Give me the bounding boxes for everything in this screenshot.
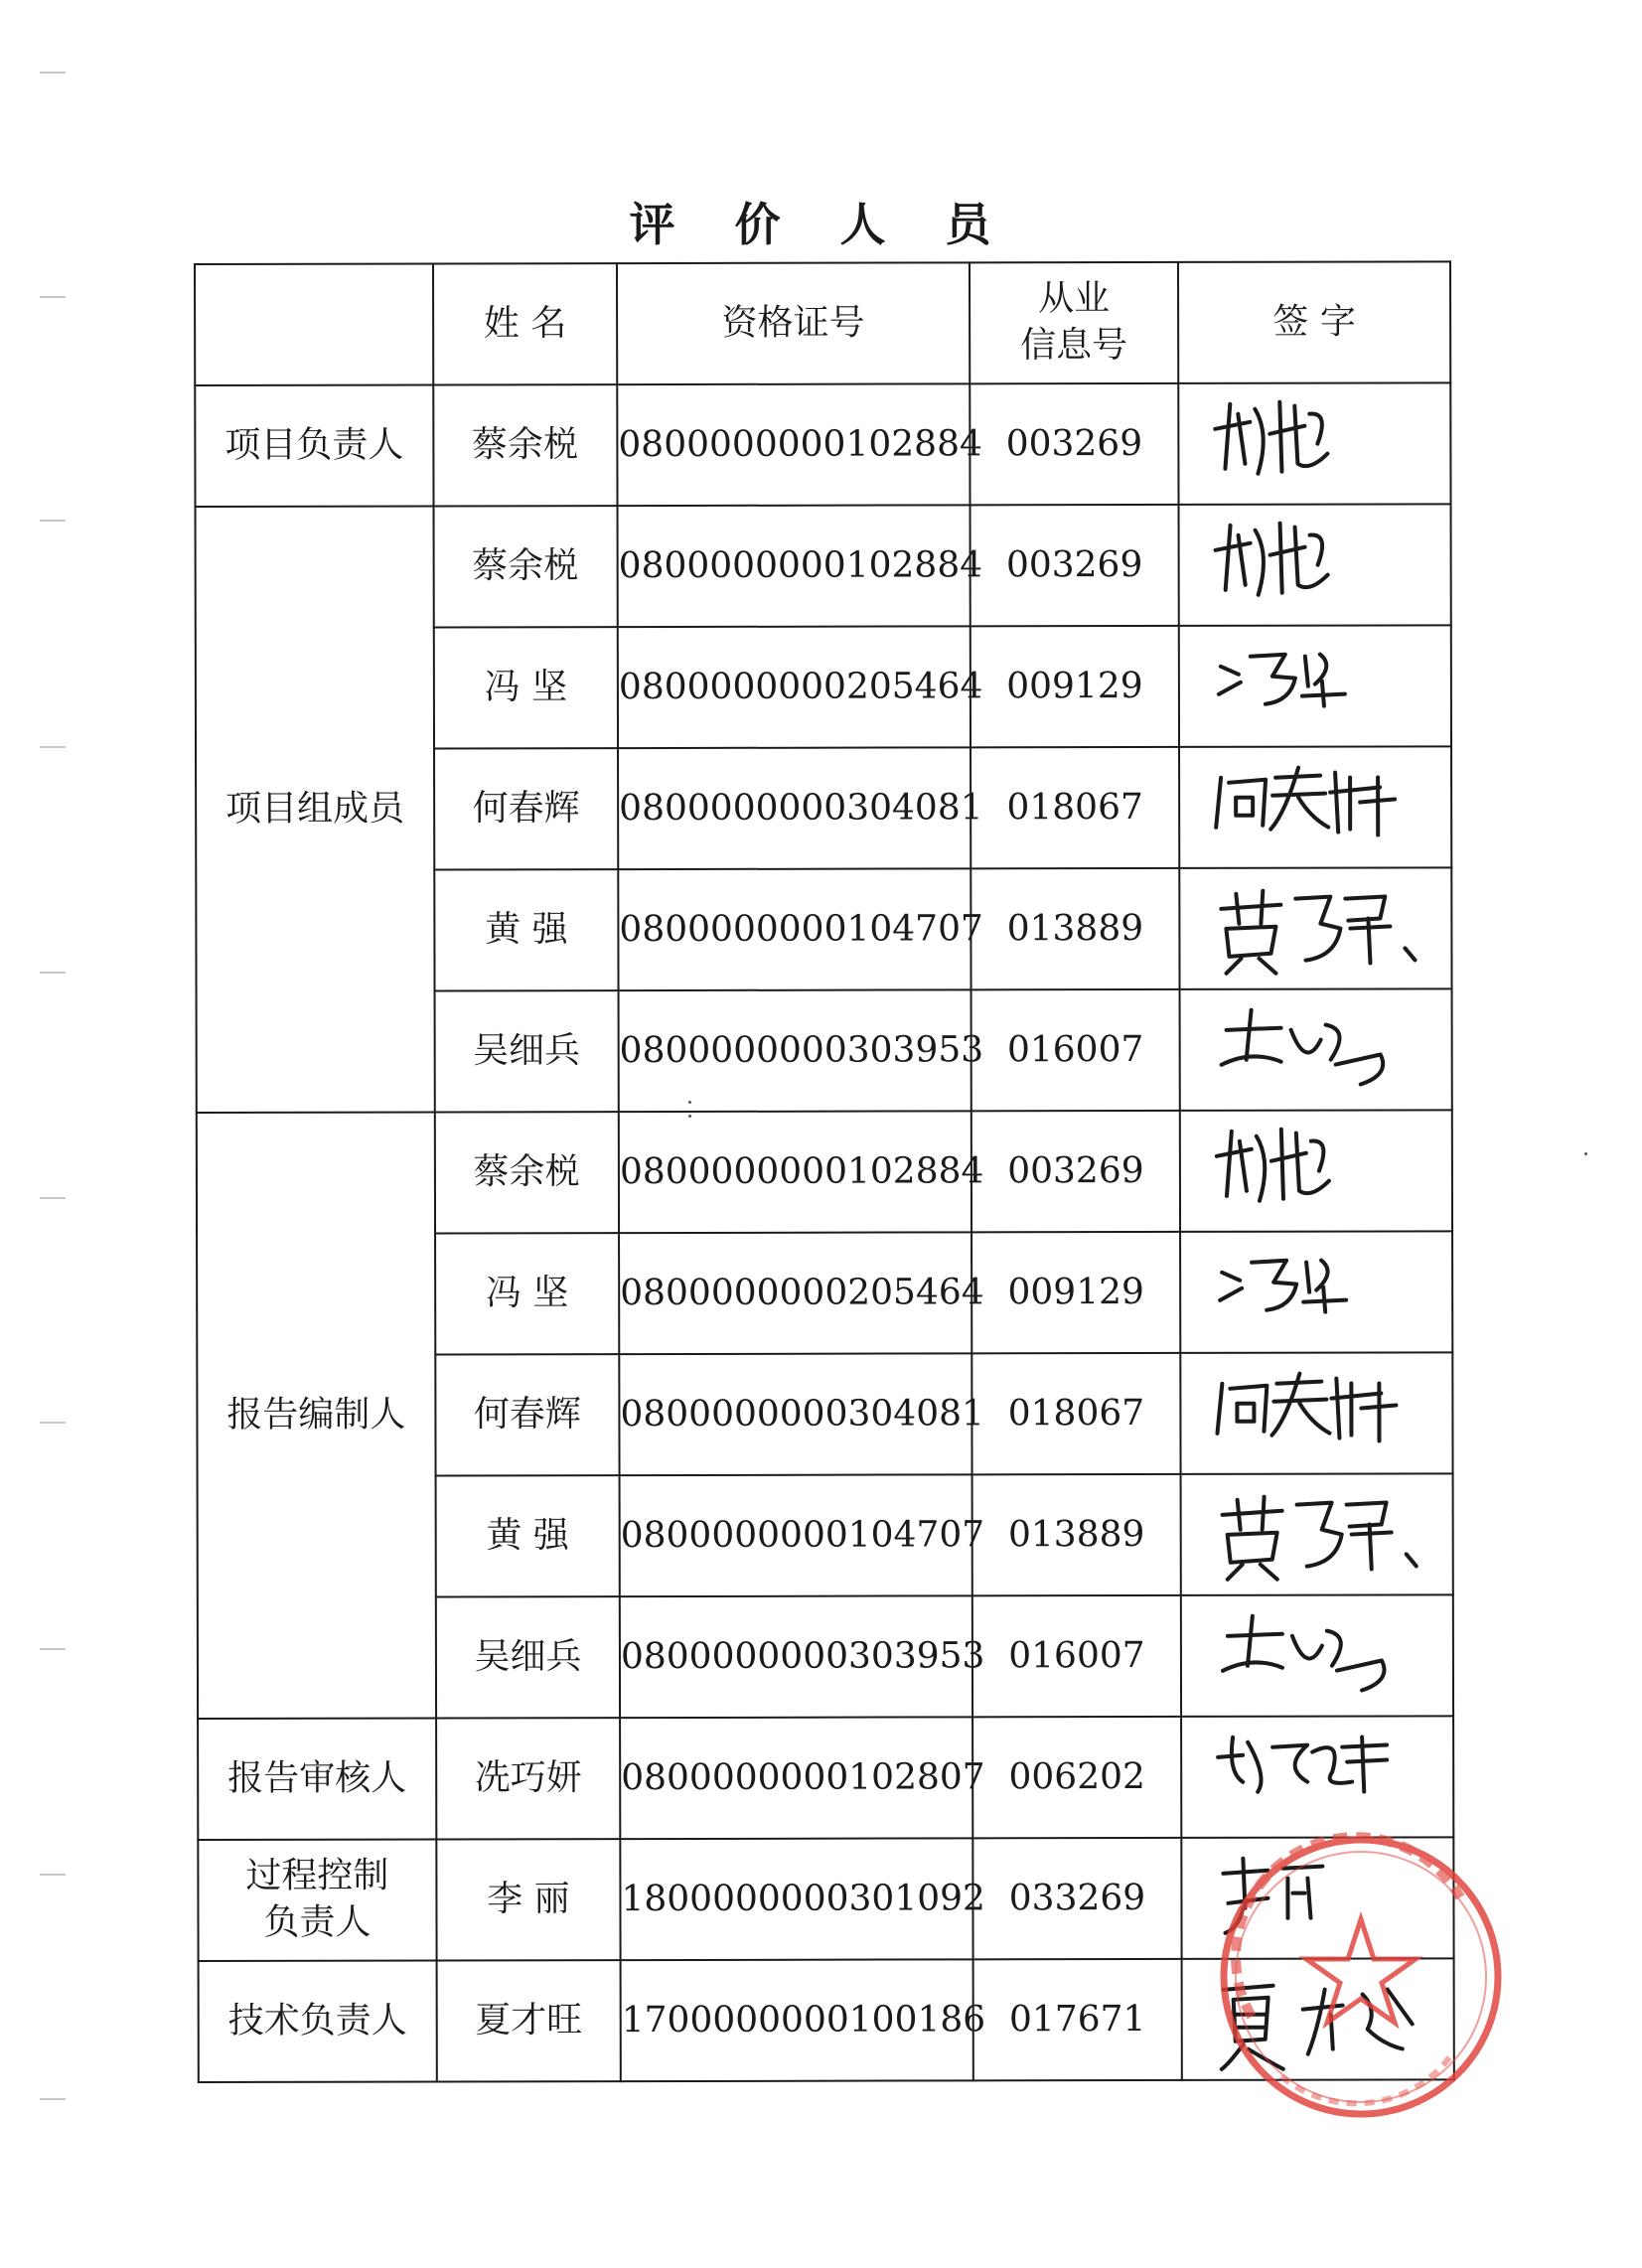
handwritten-signature [1212,999,1420,1099]
signature-stroke [1217,1149,1252,1156]
signature-stroke [1223,1662,1282,1670]
signature-stroke [1322,681,1324,706]
table-row [197,1110,1452,1234]
margin-tick [40,296,66,298]
signature-stroke [1237,1404,1254,1422]
name-cell: 吴细兵 [435,990,619,1112]
signature-stroke [1227,1028,1281,1030]
name-cell: 夏才旺 [437,1960,621,2081]
certificate-cell: 0800000000304081 [618,747,970,869]
signature-stroke [1238,1500,1241,1530]
signature-stroke [1309,414,1322,444]
signature-stroke [1298,798,1328,828]
info-number-cell: 009129 [970,626,1179,747]
certificate-cell: 0800000000104707 [620,1474,972,1596]
signature-stroke [1259,959,1275,974]
margin-tick [40,1197,66,1199]
signature-stroke [1261,1565,1277,1580]
name-cell: 蔡余棁 [434,506,618,627]
certificate-cell: 0800000000102884 [618,505,970,627]
name-cell: 冼巧妍 [436,1718,620,1839]
signature-stroke [1312,1747,1352,1783]
certificate-cell: 0800000000303953 [620,1595,972,1718]
info-number-cell: 003269 [971,1111,1180,1232]
role-cell: 项目组成员 [196,506,435,1113]
role-cell: 技术负责人 [199,1960,437,2082]
signature-stroke [1326,1025,1340,1060]
header-info-number: 从业 信息号 [970,262,1178,383]
signature-stroke [1261,891,1263,924]
info-number-cell: 016007 [972,1595,1181,1717]
name-cell: 蔡余棁 [435,1112,619,1233]
signature-stroke [1223,1511,1282,1515]
header-name: 姓 名 [433,263,617,384]
signature-stroke [1248,1742,1261,1792]
signature-stroke [1215,422,1250,429]
signature-stroke [1216,778,1221,828]
signature-stroke [1220,1288,1242,1300]
margin-tick [40,746,66,748]
handwritten-signature [1211,636,1419,735]
signature-stroke [1270,547,1305,555]
handwritten-signature [1211,878,1419,978]
signature-stroke [1272,1745,1307,1782]
name-cell: 黄 强 [434,869,618,990]
signature-stroke [1269,426,1304,434]
signature-stroke [1217,1384,1222,1434]
header-row [195,261,1450,385]
signature-stroke [1221,905,1280,909]
signature-stroke [1222,1056,1281,1064]
signature-stroke [1368,919,1370,964]
signature-stroke [1252,1261,1296,1310]
signature-stroke [1342,1744,1387,1746]
signature-stroke [1222,1273,1240,1281]
info-number-cell: 009129 [971,1232,1180,1353]
signature-stroke [1248,1616,1253,1666]
signature-stroke [1347,1502,1387,1526]
name-cell: 冯 坚 [434,627,618,748]
signature-stroke [1370,1525,1372,1570]
name-cell: 冯 坚 [435,1233,619,1354]
signature-stroke [1337,1660,1385,1690]
margin-tick [40,972,66,974]
signature-stroke [1306,1263,1309,1292]
scan-speck [1584,1152,1587,1155]
handwritten-signature [1212,1363,1420,1462]
certificate-cell: 0800000000205464 [618,626,970,748]
margin-tick [40,520,66,522]
info-number-cell: 006202 [972,1717,1181,1838]
signature-stroke [1407,1554,1417,1566]
signature-stroke [1226,959,1241,974]
table-row [195,382,1450,507]
signature-stroke [1232,1738,1243,1782]
table-row [198,1716,1453,1840]
signature-stroke [1255,409,1263,474]
signature-stroke [1280,524,1282,593]
header-signature: 签 字 [1178,261,1450,383]
signature-cell [1180,1231,1452,1353]
certificate-cell: 0800000000205464 [619,1232,971,1354]
handwritten-signature [1211,515,1419,614]
signature-stroke [1236,798,1253,816]
signature-stroke [1336,1054,1384,1084]
signature-stroke [1292,1636,1322,1659]
signature-stroke [1236,894,1239,924]
official-seal-stamp [1212,1828,1510,2126]
scan-speck [688,1101,691,1104]
info-number-cell: 013889 [972,1474,1181,1595]
signature-stroke [1221,667,1239,675]
name-cell: 吴细兵 [436,1596,620,1718]
certificate-cell: 1700000000100186 [621,1959,973,2081]
info-number-cell: 018067 [970,747,1179,868]
signature-cell [1180,988,1452,1111]
signature-stroke [1323,1287,1325,1312]
signature-stroke [1281,1130,1283,1199]
handwritten-signature [1213,1484,1421,1584]
handwritten-signature [1213,1605,1421,1705]
signature-cell [1181,1716,1453,1838]
signature-stroke [1273,1400,1326,1402]
signature-stroke [1299,1404,1329,1434]
info-number-cell: 018067 [971,1353,1180,1474]
name-cell: 黄 强 [436,1475,620,1596]
name-cell: 蔡余棁 [433,384,617,506]
signature-stroke [1257,1136,1265,1201]
signature-stroke [1226,526,1231,590]
certificate-cell: 0800000000102807 [620,1717,972,1839]
signature-stroke [1291,1030,1321,1053]
role-cell: 项目负责人 [195,384,433,507]
name-cell: 李 丽 [436,1839,620,1960]
info-number-cell: 003269 [970,383,1178,505]
signature-stroke [1219,682,1241,694]
role-cell: 报告编制人 [197,1112,436,1719]
signature-cell [1179,625,1451,747]
name-cell: 何春辉 [435,1354,619,1475]
scan-speck [688,1115,691,1118]
signature-stroke [1345,896,1385,920]
info-number-cell: 016007 [971,989,1180,1111]
signature-stroke [1216,543,1251,550]
handwritten-signature [1211,757,1419,856]
signature-cell [1179,504,1451,626]
margin-tick [40,1874,66,1876]
signature-stroke [1256,530,1264,595]
signature-stroke [1295,897,1340,961]
info-number-cell: 017671 [973,1959,1182,2080]
signature-stroke [1228,1565,1243,1580]
name-cell: 何春辉 [434,748,618,869]
certificate-cell: 0800000000102884 [617,383,970,506]
signature-stroke [1272,794,1325,796]
certificate-cell: 0800000000304081 [619,1353,971,1475]
signature-stroke [1251,655,1295,704]
certificate-cell: 0800000000303953 [619,989,971,1112]
signature-stroke [1247,1010,1252,1060]
signature-stroke [1335,773,1338,832]
signature-stroke [1336,1379,1339,1438]
handwritten-signature [1210,393,1418,493]
signature-stroke [1362,1738,1364,1792]
signature-stroke [1228,1533,1277,1563]
signature-stroke [1310,535,1323,565]
signature-cell [1180,1110,1452,1232]
signature-cell [1181,1473,1453,1595]
header-certificate: 资格证号 [617,262,970,384]
signature-cell [1179,867,1451,989]
signature-stroke [1405,948,1415,960]
personnel-table [194,260,1455,2083]
page-title: 评 价 人 员 [629,198,1013,251]
signature-stroke [1297,1503,1342,1567]
signature-stroke [1271,1153,1306,1161]
margin-tick [40,1422,66,1424]
handwritten-signature [1212,1121,1420,1220]
certificate-cell: 1800000000301092 [620,1838,972,1960]
info-number-cell: 013889 [970,868,1179,989]
certificate-cell: 0800000000104707 [618,868,970,990]
margin-tick [40,72,66,74]
signature-stroke [1225,404,1230,469]
signature-cell [1179,746,1451,868]
role-cell: 过程控制 负责人 [198,1839,436,1961]
signature-stroke [1347,1759,1387,1761]
role-cell: 报告审核人 [198,1718,436,1840]
signature-stroke [1226,927,1275,957]
signature-stroke [1263,1497,1265,1530]
info-number-cell: 003269 [970,505,1179,626]
info-number-cell: 033269 [972,1838,1181,1959]
signature-stroke [1228,1634,1282,1636]
handwritten-signature [1213,1727,1421,1826]
signature-cell [1180,1352,1452,1474]
certificate-cell: 0800000000102884 [619,1111,971,1233]
header-role [195,263,433,385]
margin-tick [40,2098,66,2100]
signature-stroke [1305,657,1308,686]
signature-stroke [1311,1141,1324,1171]
signature-stroke [1227,1132,1232,1196]
handwritten-signature [1212,1242,1420,1341]
signature-stroke [1279,402,1281,472]
margin-tick [40,1648,66,1650]
signature-stroke [1327,1631,1341,1666]
signature-cell [1181,1594,1453,1717]
signature-cell [1178,382,1450,505]
table-row [196,504,1451,628]
